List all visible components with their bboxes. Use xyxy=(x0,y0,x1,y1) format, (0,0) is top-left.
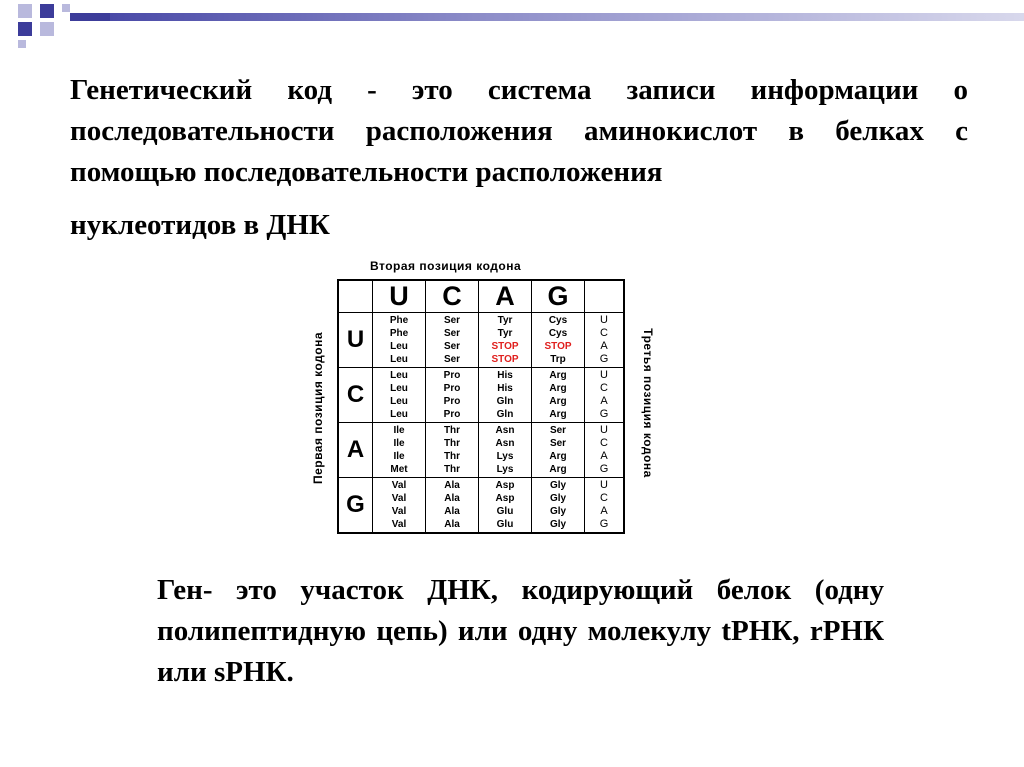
amino-acid-label: Leu xyxy=(390,396,408,407)
amino-acid-label: Thr xyxy=(443,438,461,449)
amino-acid-label: Leu xyxy=(390,354,408,365)
third-position-base: G xyxy=(599,353,609,365)
third-position-base: A xyxy=(600,505,608,517)
amino-acid-label: Arg xyxy=(549,451,567,462)
amino-acid-label: Asn xyxy=(495,425,515,436)
third-position-base: C xyxy=(600,437,608,449)
amino-acid-label: Cys xyxy=(548,315,568,326)
amino-acid-label: Glu xyxy=(496,519,514,530)
codon-cell xyxy=(373,478,426,534)
amino-acid-label: Val xyxy=(391,480,407,491)
amino-acid-label: Ala xyxy=(444,493,460,504)
amino-acid-label: Ser xyxy=(443,354,461,365)
amino-acid-label: Phe xyxy=(389,315,409,326)
amino-acid-label: Ala xyxy=(444,480,460,491)
third-position-base: G xyxy=(599,408,609,420)
definition-genetic-code xyxy=(70,70,968,246)
amino-acid-label: Gln xyxy=(496,409,514,420)
third-position-base: G xyxy=(599,518,609,530)
amino-acid-label: Cys xyxy=(548,328,568,339)
second-position-g: G xyxy=(532,280,585,313)
codon-table-header-end xyxy=(585,280,625,313)
third-position-base: U xyxy=(600,424,608,436)
third-position-cell xyxy=(585,423,625,478)
amino-acid-label: Leu xyxy=(390,383,408,394)
stop-codon-label: STOP xyxy=(544,341,572,352)
codon-cell xyxy=(479,478,532,534)
header-bar xyxy=(70,13,1024,21)
codon-cell xyxy=(373,423,426,478)
amino-acid-label: Gly xyxy=(549,480,567,491)
amino-acid-label: Glu xyxy=(496,506,514,517)
stop-codon-label: STOP xyxy=(491,354,519,365)
amino-acid-label: Arg xyxy=(549,370,567,381)
amino-acid-label: Thr xyxy=(443,451,461,462)
codon-cell xyxy=(373,368,426,423)
amino-acid-label: Val xyxy=(391,493,407,504)
amino-acid-label: Arg xyxy=(549,409,567,420)
first-position-label: C xyxy=(338,368,373,423)
amino-acid-label: Val xyxy=(391,519,407,530)
third-position-cell xyxy=(585,368,625,423)
amino-acid-label: Gln xyxy=(496,396,514,407)
third-position-base: A xyxy=(600,395,608,407)
amino-acid-label: Ser xyxy=(443,341,461,352)
amino-acid-label: Leu xyxy=(390,370,408,381)
codon-cell xyxy=(532,313,585,368)
codon-cell xyxy=(532,368,585,423)
third-position-cell xyxy=(585,313,625,368)
amino-acid-label: Gly xyxy=(549,493,567,504)
third-position-base: U xyxy=(600,314,608,326)
codon-cell xyxy=(426,423,479,478)
codon-table-title: Вторая позиция кодона xyxy=(370,259,522,273)
first-position-label: A xyxy=(338,423,373,478)
amino-acid-label: Leu xyxy=(390,341,408,352)
codon-table-right-label: Третья позиция кодона xyxy=(641,328,655,478)
amino-acid-label: Asp xyxy=(495,493,515,504)
definition-genetic-code-last-line: нуклеотидов в ДНК xyxy=(70,209,330,241)
amino-acid-label: Lys xyxy=(496,464,514,475)
codon-table-row xyxy=(338,313,624,368)
codon-cell xyxy=(426,478,479,534)
definition-gene: Ген- это участок ДНК, кодирующий белок (одну полипептидную цепь) или одну молекулу tРНК, rРНК или sРНК. xyxy=(157,574,884,688)
amino-acid-label: Asp xyxy=(495,480,515,491)
amino-acid-label: Met xyxy=(390,464,408,475)
amino-acid-label: Trp xyxy=(550,354,566,365)
third-position-base: C xyxy=(600,492,608,504)
third-position-base: C xyxy=(600,327,608,339)
codon-cell xyxy=(479,313,532,368)
amino-acid-label: Val xyxy=(391,506,407,517)
amino-acid-label: Arg xyxy=(549,464,567,475)
third-position-base: U xyxy=(600,479,608,491)
definition-genetic-code-text: Генетический код - это система записи информации о последовательности расположения аминокислот в белках с помощью последовательности расположения xyxy=(70,74,968,188)
second-position-a: A xyxy=(479,280,532,313)
second-position-u: U xyxy=(373,280,426,313)
codon-table-row xyxy=(338,423,624,478)
stop-codon-label: STOP xyxy=(491,341,519,352)
amino-acid-label: Thr xyxy=(443,425,461,436)
amino-acid-label: Ala xyxy=(444,506,460,517)
second-position-c: C xyxy=(426,280,479,313)
amino-acid-label: Arg xyxy=(549,396,567,407)
amino-acid-label: Ser xyxy=(549,425,567,436)
codon-table-left-label: Первая позиция кодона xyxy=(311,331,325,485)
codon-table-header-row xyxy=(338,280,624,313)
amino-acid-label: His xyxy=(497,370,513,381)
amino-acid-label: Ile xyxy=(393,438,405,449)
codon-table-row xyxy=(338,478,624,534)
amino-acid-label: Ile xyxy=(393,425,405,436)
amino-acid-label: Asn xyxy=(495,438,515,449)
codon-cell xyxy=(479,423,532,478)
codon-cell xyxy=(479,368,532,423)
codon-cell xyxy=(532,478,585,534)
third-position-base: G xyxy=(599,463,609,475)
amino-acid-label: Ser xyxy=(443,328,461,339)
amino-acid-label: Ile xyxy=(393,451,405,462)
third-position-base: A xyxy=(600,340,608,352)
amino-acid-label: Leu xyxy=(390,409,408,420)
codon-cell xyxy=(532,423,585,478)
first-position-label: U xyxy=(338,313,373,368)
amino-acid-label: Phe xyxy=(389,328,409,339)
amino-acid-label: Gly xyxy=(549,506,567,517)
amino-acid-label: Pro xyxy=(443,409,461,420)
amino-acid-label: Tyr xyxy=(497,315,513,326)
codon-table xyxy=(337,279,625,534)
first-position-label: G xyxy=(338,478,373,534)
amino-acid-label: Ser xyxy=(443,315,461,326)
amino-acid-label: Tyr xyxy=(497,328,513,339)
codon-table-body xyxy=(338,313,624,534)
amino-acid-label: Pro xyxy=(443,370,461,381)
third-position-base: U xyxy=(600,369,608,381)
amino-acid-label: Lys xyxy=(496,451,514,462)
codon-cell xyxy=(426,313,479,368)
amino-acid-label: Pro xyxy=(443,383,461,394)
codon-table-corner xyxy=(338,280,373,313)
codon-table-row xyxy=(338,368,624,423)
amino-acid-label: Pro xyxy=(443,396,461,407)
third-position-cell xyxy=(585,478,625,534)
amino-acid-label: Ala xyxy=(444,519,460,530)
codon-cell xyxy=(373,313,426,368)
third-position-base: A xyxy=(600,450,608,462)
amino-acid-label: Gly xyxy=(549,519,567,530)
amino-acid-label: Thr xyxy=(443,464,461,475)
amino-acid-label: Ser xyxy=(549,438,567,449)
amino-acid-label: His xyxy=(497,383,513,394)
codon-cell xyxy=(426,368,479,423)
amino-acid-label: Arg xyxy=(549,383,567,394)
third-position-base: C xyxy=(600,382,608,394)
